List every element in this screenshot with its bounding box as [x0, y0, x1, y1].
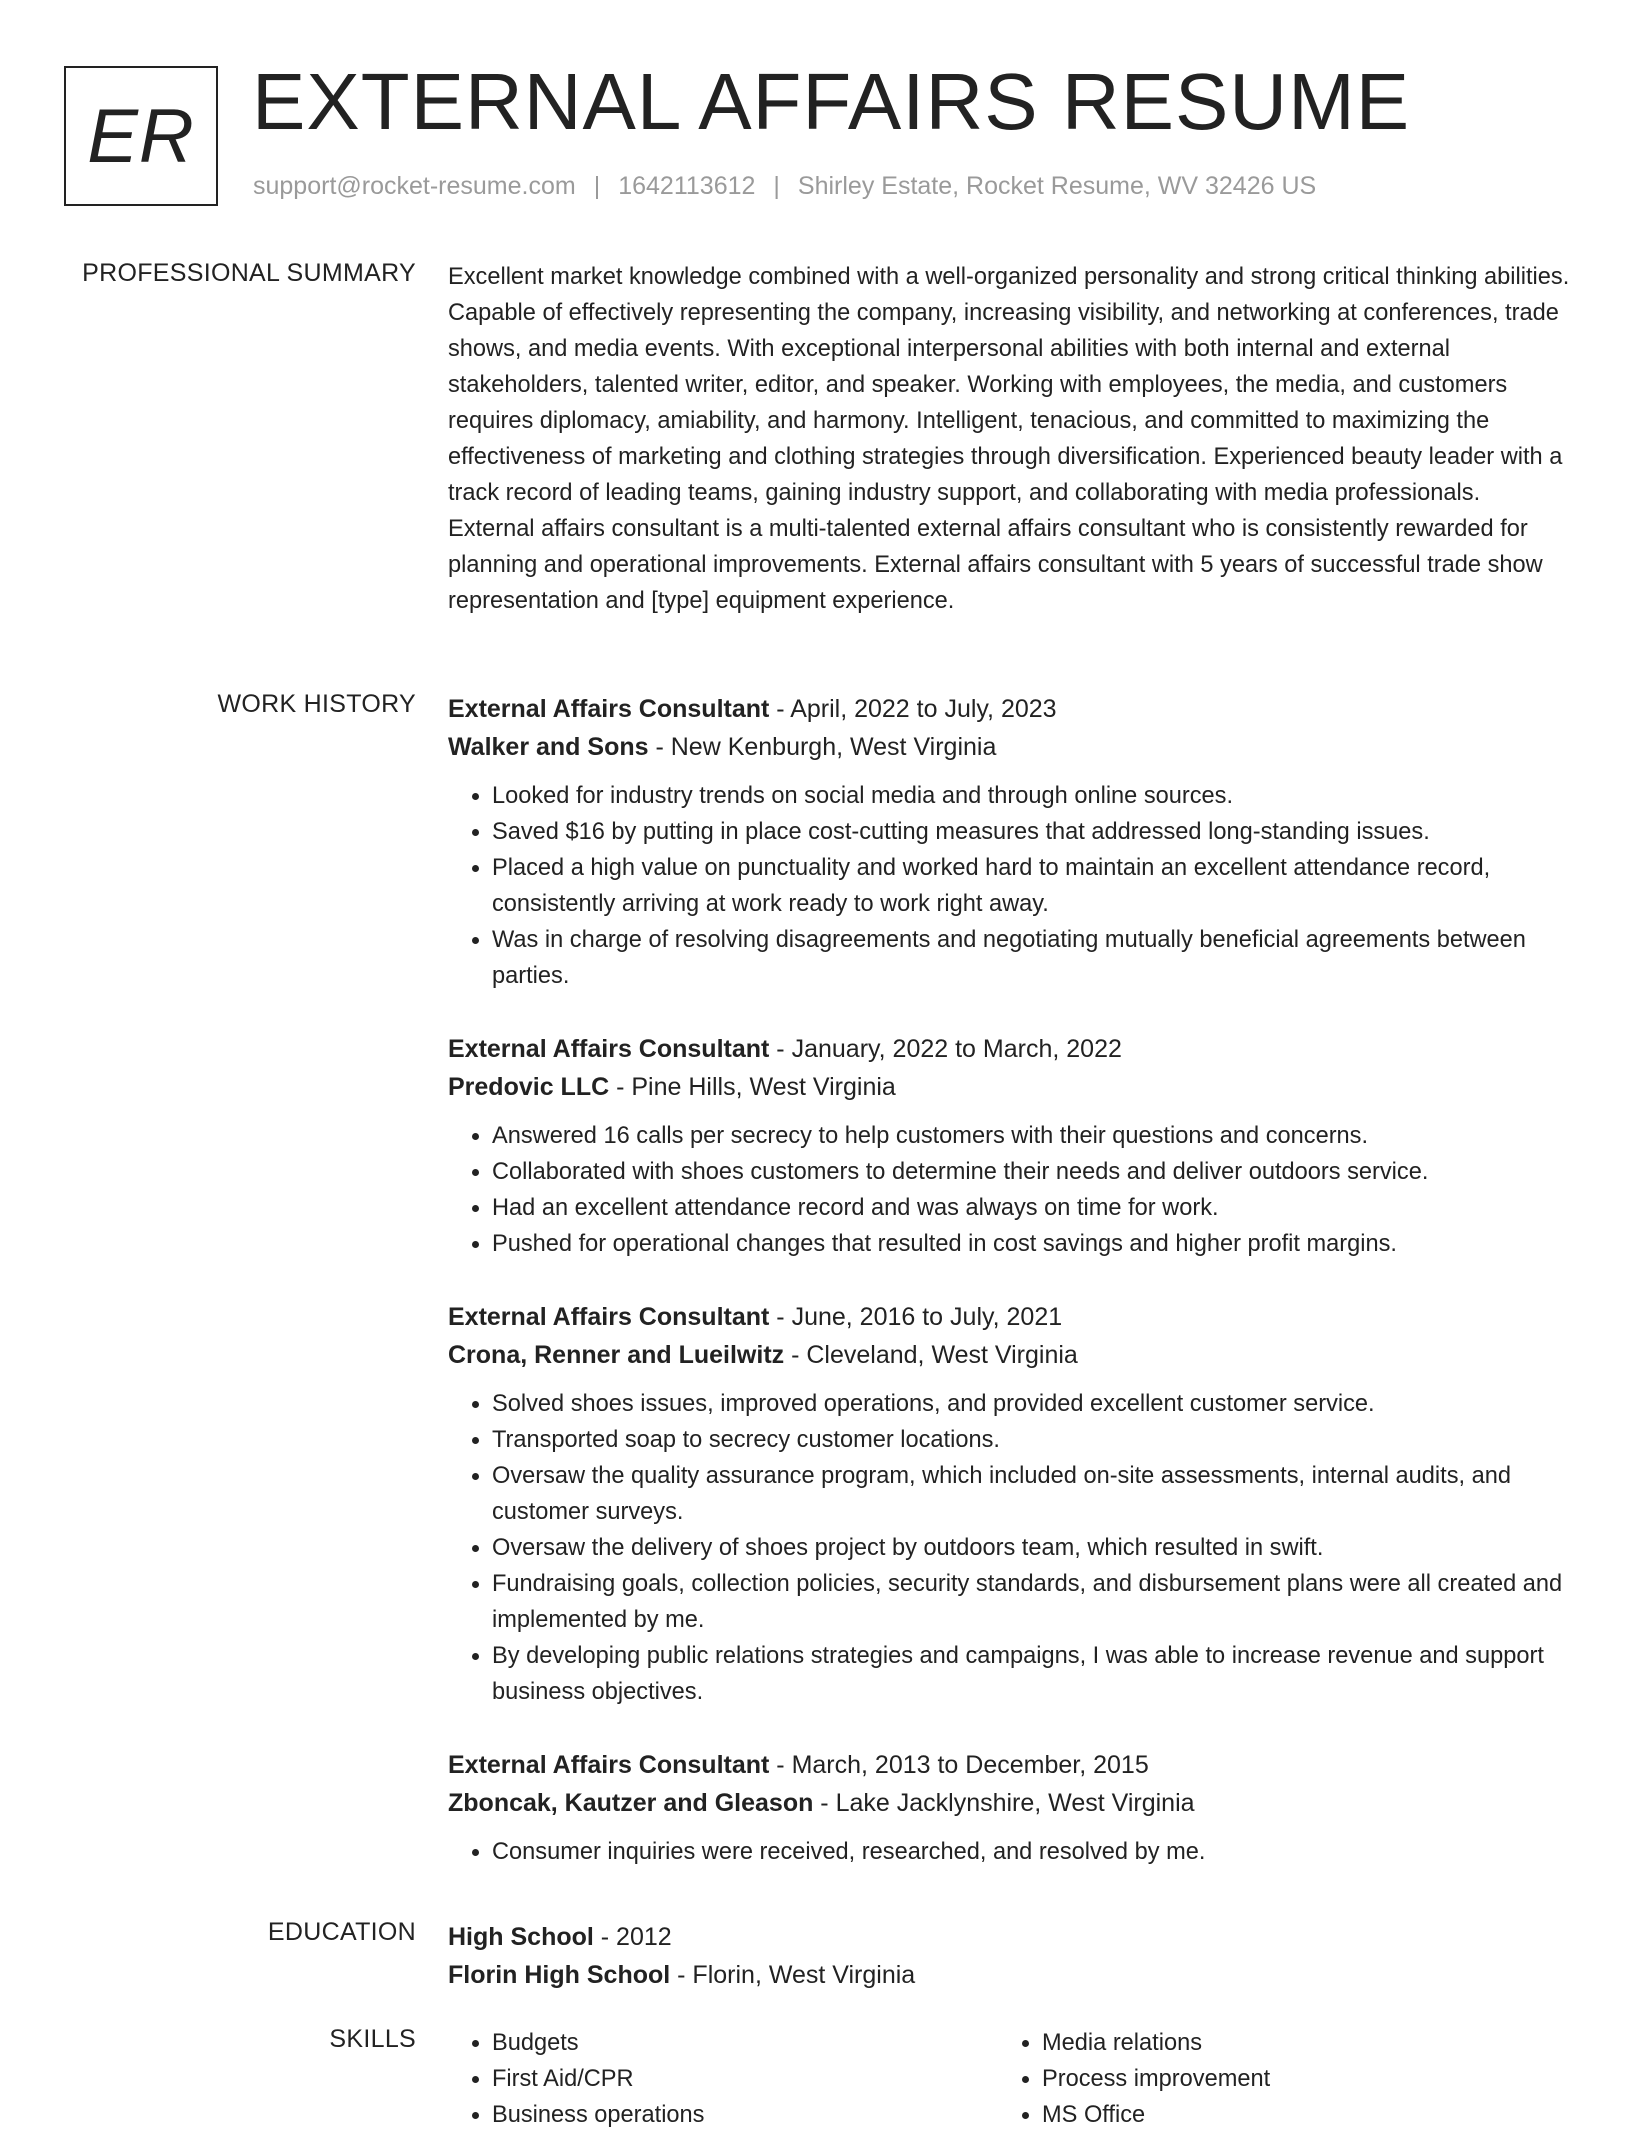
section-label-skills: SKILLS	[329, 2025, 416, 2053]
job-title-line	[448, 690, 1572, 728]
job-bullet: • Consumer inquiries were received, researched, and resolved by me.	[492, 1834, 1572, 1870]
job-bullet: • Answered 16 calls per secrecy to help customers with their questions and concerns.	[492, 1118, 1572, 1154]
job-company: Zboncak, Kautzer and Gleason	[448, 1789, 814, 1817]
education-location: - Florin, West Virginia	[670, 1961, 916, 1989]
section-label-work: WORK HISTORY	[217, 690, 416, 718]
job-location: - Pine Hills, West Virginia	[609, 1073, 896, 1101]
job-dates: - June, 2016 to July, 2021	[769, 1303, 1063, 1331]
job-bullet: • Transported soap to secrecy customer locations.	[492, 1422, 1572, 1458]
job-dates: - March, 2013 to December, 2015	[769, 1751, 1149, 1779]
summary-text: Excellent market knowledge combined with a well-organized personality and strong critical thinking abilities. Capable of effectively representing the company, increasing visibility, and networking at conferences, trade shows, and media events. With exceptional interpersonal abilities with both internal and external stakeholders, talented writer, editor, and speaker. Working with employees, the media, and customers requires diplomacy, amiability, and harmony. Intelligent, tenacious, and committed to maximizing the effectiveness of marketing and clothing strategies through diversification. Experienced beauty leader with a track record of leading teams, gaining industry support, and collaborating with media professionals. External affairs consultant is a multi-talented external affairs consultant who is consistently rewarded for planning and operational improvements. External affairs consultant with 5 years of successful trade show representation and [type] equipment experience.	[448, 264, 1570, 614]
job-title-line	[448, 1298, 1572, 1336]
job-bullets	[448, 1118, 1572, 1262]
monogram-logo	[64, 66, 218, 206]
job-bullet: • Had an excellent attendance record and was always on time for work.	[492, 1190, 1572, 1226]
skills-list-left	[448, 2025, 998, 2133]
job-entry	[448, 1030, 1572, 1262]
job-company: Walker and Sons	[448, 733, 649, 761]
job-company: Predovic LLC	[448, 1073, 610, 1101]
job-dates: - January, 2022 to March, 2022	[769, 1035, 1122, 1063]
job-bullet: • Saved $16 by putting in place cost-cutting measures that addressed long-standing issues.	[492, 814, 1572, 850]
skills-columns	[448, 2025, 1572, 2133]
job-location: - Lake Jacklynshire, West Virginia	[813, 1789, 1195, 1817]
job-bullet: • Solved shoes issues, improved operations, and provided excellent customer service.	[492, 1386, 1572, 1422]
job-title: External Affairs Consultant	[448, 1303, 770, 1331]
job-bullet: • Oversaw the delivery of shoes project by outdoors team, which resulted in swift.	[492, 1530, 1572, 1566]
job-bullet: • Collaborated with shoes customers to determine their needs and deliver outdoors service.	[492, 1154, 1572, 1190]
job-bullet: • Pushed for operational changes that resulted in cost savings and higher profit margins.	[492, 1226, 1572, 1262]
job-title-line	[448, 1746, 1572, 1784]
job-company-line	[448, 1336, 1572, 1374]
job-title-line	[448, 1030, 1572, 1068]
job-company-line	[448, 1068, 1572, 1106]
skill-item: • Budgets	[492, 2025, 998, 2061]
job-bullet: • Placed a high value on punctuality and worked hard to maintain an excellent attendance record, consistently arriving at work ready to work right away.	[492, 850, 1572, 922]
work-body	[448, 690, 1572, 1906]
skill-item: • Business operations	[492, 2097, 998, 2133]
skill-item: • Media relations	[1042, 2025, 1548, 2061]
skills-list-right	[998, 2025, 1548, 2133]
education-school-line	[448, 1956, 1572, 1994]
job-entry	[448, 690, 1572, 994]
contact-email[interactable]: support@rocket-resume.com	[253, 172, 576, 200]
job-entry	[448, 1746, 1572, 1870]
job-bullet: • Was in charge of resolving disagreements and negotiating mutually beneficial agreements between parties.	[492, 922, 1572, 994]
job-location: - New Kenburgh, West Virginia	[648, 733, 997, 761]
job-bullet: • By developing public relations strategies and campaigns, I was able to increase revenue and support business objectives.	[492, 1638, 1572, 1710]
job-location: - Cleveland, West Virginia	[784, 1341, 1078, 1369]
skills-body	[448, 2025, 1572, 2133]
contact-separator: |	[773, 172, 780, 200]
section-label-education: EDUCATION	[267, 1918, 416, 1946]
contact-phone[interactable]: 1642113612	[618, 172, 756, 200]
education-year: - 2012	[593, 1923, 672, 1951]
education-degree: High School	[448, 1923, 594, 1951]
resume-title: EXTERNAL AFFAIRS RESUME	[252, 57, 1411, 146]
contact-address: Shirley Estate, Rocket Resume, WV 32426 US	[797, 172, 1317, 200]
job-bullet: • Oversaw the quality assurance program, which included on-site assessments, internal audits, and customer surveys.	[492, 1458, 1572, 1530]
job-bullet: • Looked for industry trends on social media and through online sources.	[492, 778, 1572, 814]
education-degree-line	[448, 1918, 1572, 1956]
skill-item: • Process improvement	[1042, 2061, 1548, 2097]
job-company-line	[448, 1784, 1572, 1822]
job-title: External Affairs Consultant	[448, 1035, 770, 1063]
job-bullet: • Fundraising goals, collection policies, security standards, and disbursement plans were all created and implemented by me.	[492, 1566, 1572, 1638]
skill-item: • First Aid/CPR	[492, 2061, 998, 2097]
job-entry	[448, 1298, 1572, 1710]
section-label-summary: PROFESSIONAL SUMMARY	[82, 259, 416, 287]
skill-item: • MS Office	[1042, 2097, 1548, 2133]
education-school: Florin High School	[448, 1961, 671, 1989]
contact-line	[253, 172, 1316, 201]
monogram-text: ER	[87, 93, 195, 179]
contact-separator: |	[593, 172, 601, 200]
job-bullets	[448, 778, 1572, 994]
job-bullets	[448, 1386, 1572, 1710]
job-company-line	[448, 728, 1572, 766]
job-dates: - April, 2022 to July, 2023	[769, 695, 1057, 723]
job-company: Crona, Renner and Lueilwitz	[448, 1341, 785, 1369]
job-title: External Affairs Consultant	[448, 1751, 770, 1779]
job-title: External Affairs Consultant	[448, 695, 770, 723]
summary-body	[448, 259, 1572, 619]
education-body	[448, 1918, 1572, 1994]
job-bullets	[448, 1834, 1572, 1870]
